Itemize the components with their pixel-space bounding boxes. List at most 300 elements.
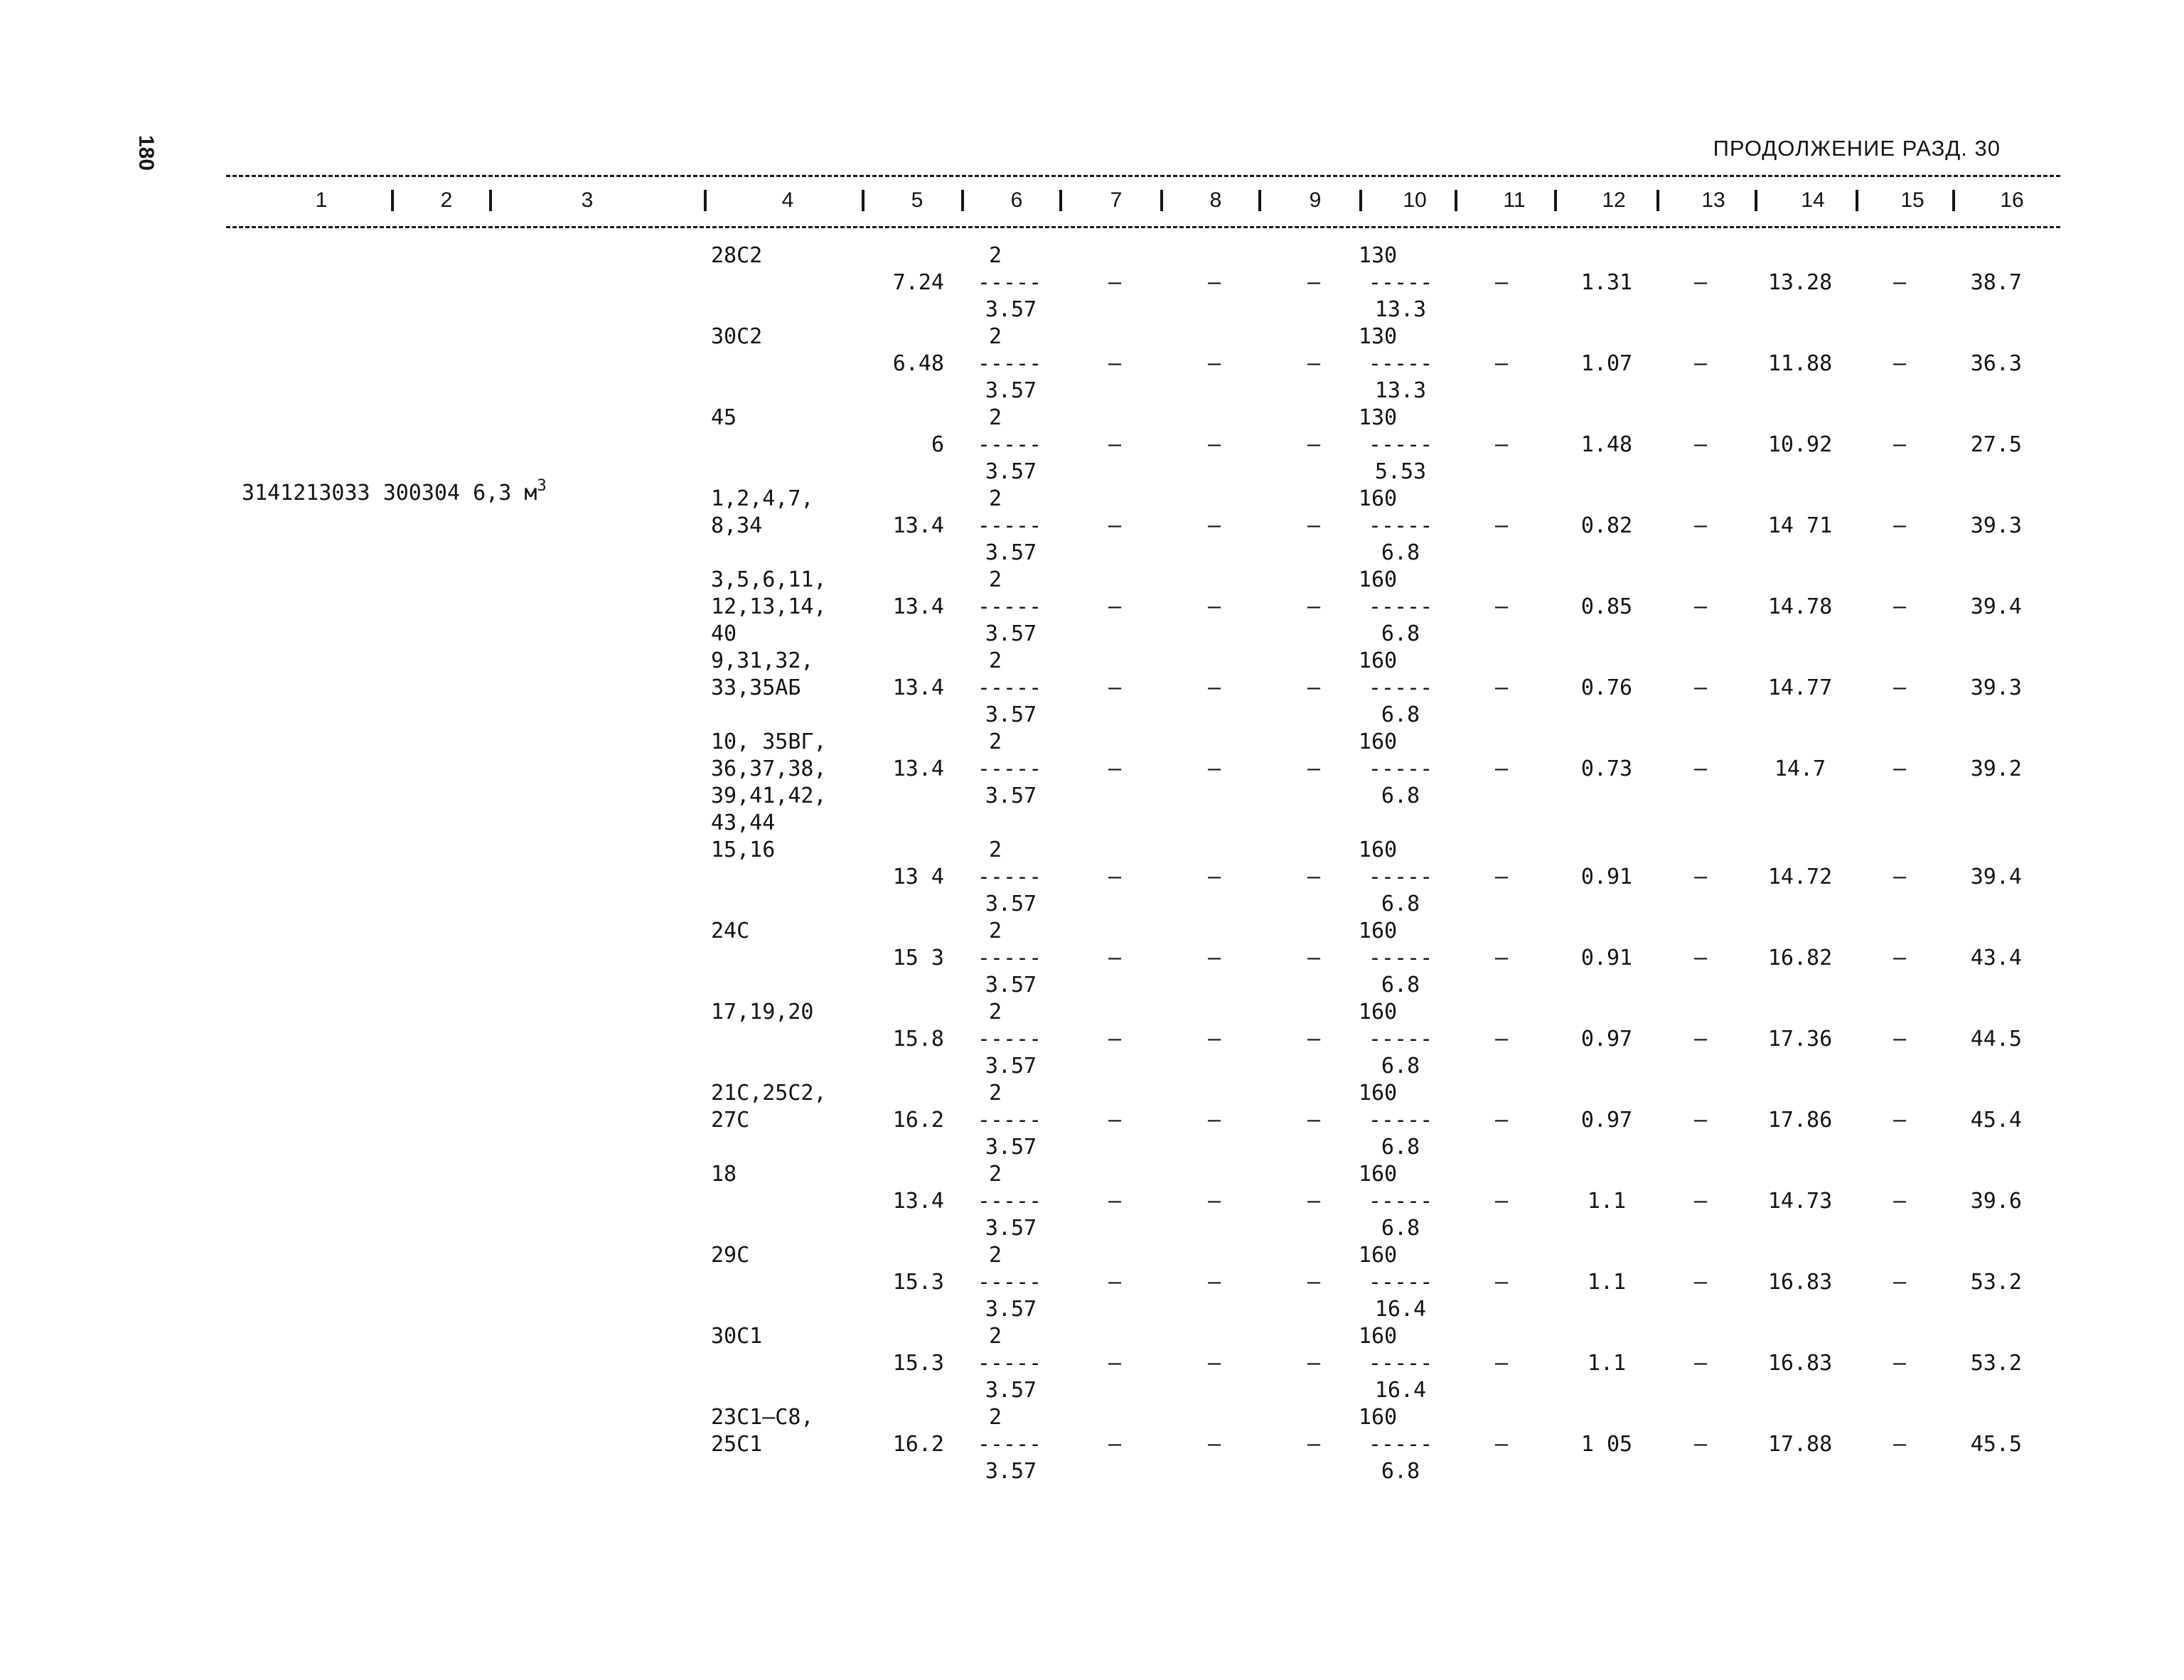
fraction-bar: ----- (977, 1027, 1042, 1052)
row-designation-line: 27С (711, 1108, 750, 1133)
cell-col5: 15 3 (892, 946, 944, 970)
cell-col7: – (1108, 351, 1122, 376)
cell-col15: – (1893, 1432, 1907, 1457)
column-header-10: 10 (1403, 188, 1427, 212)
cell-col6-denominator: 3.57 (985, 1135, 1037, 1160)
section-caption: ПРОДОЛЖЕНИЕ РАЗД. 30 (1713, 136, 2001, 161)
cell-col8: – (1207, 1432, 1221, 1457)
cell-col8: – (1207, 513, 1221, 538)
cell-col9: – (1307, 1432, 1321, 1457)
cell-col14: 11.88 (1767, 351, 1833, 376)
fraction-bar: ----- (1368, 270, 1433, 295)
fraction-bar: ----- (977, 1270, 1042, 1295)
cell-col5: 13.4 (892, 756, 944, 781)
cell-col5: 16.2 (892, 1108, 944, 1133)
row-designation-line: 30С1 (711, 1324, 763, 1349)
cell-col13: – (1693, 675, 1708, 700)
cell-col10-numerator: 160 (1358, 567, 1398, 592)
cell-col11: – (1494, 1270, 1509, 1295)
cell-col11: – (1494, 351, 1509, 376)
column-header-5: 5 (911, 188, 924, 212)
row-designation-line: 1,2,4,7, (711, 486, 814, 511)
cell-col16: 39.4 (1970, 865, 2022, 889)
cell-col11: – (1494, 270, 1509, 295)
cell-col9: – (1307, 1027, 1321, 1052)
column-header-14: 14 (1801, 188, 1825, 212)
cell-col5: 16.2 (892, 1432, 944, 1457)
cell-col10-numerator: 160 (1358, 1324, 1398, 1349)
cell-col10-denominator: 6.8 (1381, 783, 1420, 808)
cell-col10-numerator: 160 (1358, 1000, 1398, 1024)
cell-col9: – (1307, 432, 1321, 457)
fraction-bar: ----- (977, 1108, 1042, 1133)
cell-col10-numerator: 160 (1358, 729, 1398, 754)
cell-col6-denominator: 3.57 (985, 540, 1037, 565)
cell-col10-denominator: 13.3 (1374, 297, 1427, 322)
cell-col11: – (1494, 1108, 1509, 1133)
cell-col8: – (1207, 1108, 1221, 1133)
cell-col10-numerator: 160 (1358, 1405, 1398, 1430)
row-designation-line: 24С (711, 919, 750, 943)
row-designation-line: 30С2 (711, 324, 763, 349)
cell-col6-numerator: 2 (988, 243, 1002, 268)
cell-col5: 13.4 (892, 594, 944, 619)
row-designation-line: 45 (711, 405, 737, 430)
cell-col12: 0.85 (1580, 594, 1633, 619)
cell-col12: 1.1 (1587, 1351, 1627, 1376)
cell-col7: – (1108, 756, 1122, 781)
cell-col5: 13.4 (892, 513, 944, 538)
fraction-bar: ----- (977, 432, 1042, 457)
column-separator (862, 190, 864, 211)
cell-col13: – (1693, 1432, 1708, 1457)
fraction-bar: ----- (977, 946, 1042, 970)
fraction-bar: ----- (977, 270, 1042, 295)
cell-col7: – (1108, 865, 1122, 889)
fraction-bar: ----- (1368, 1351, 1433, 1376)
fraction-bar: ----- (1368, 432, 1433, 457)
cell-col14: 17.36 (1767, 1027, 1833, 1052)
cell-col14: 14.73 (1767, 1189, 1833, 1214)
fraction-bar: ----- (977, 1351, 1042, 1376)
cell-col11: – (1494, 432, 1509, 457)
cell-col12: 0.91 (1580, 946, 1633, 970)
cell-col6-denominator: 3.57 (985, 378, 1037, 403)
cell-col15: – (1893, 270, 1907, 295)
cell-col7: – (1108, 270, 1122, 295)
cell-col10-denominator: 6.8 (1381, 540, 1420, 565)
cell-col15: – (1893, 675, 1907, 700)
cell-col10-numerator: 160 (1358, 919, 1398, 943)
fraction-bar: ----- (977, 865, 1042, 889)
cell-col11: – (1494, 865, 1509, 889)
cell-col14: 17.88 (1767, 1432, 1833, 1457)
cell-col5: 13 4 (892, 865, 944, 889)
cell-col6-denominator: 3.57 (985, 1459, 1037, 1484)
cell-col15: – (1893, 1270, 1907, 1295)
cell-col6-denominator: 3.57 (985, 1297, 1037, 1322)
row-designation-line: 25С1 (711, 1432, 763, 1457)
cell-col9: – (1307, 756, 1321, 781)
cell-col8: – (1207, 946, 1221, 970)
page-number: 180 (134, 135, 158, 171)
cell-col10-numerator: 160 (1358, 648, 1398, 673)
cell-col6-denominator: 3.57 (985, 621, 1037, 646)
cell-col7: – (1108, 1351, 1122, 1376)
fraction-bar: ----- (977, 1189, 1042, 1214)
cell-col6-denominator: 3.57 (985, 1054, 1037, 1079)
cell-col11: – (1494, 756, 1509, 781)
cell-col12: 1.1 (1587, 1270, 1627, 1295)
cell-col13: – (1693, 865, 1708, 889)
row-designation-line: 18 (711, 1162, 737, 1187)
cell-col5: 15.3 (892, 1351, 944, 1376)
cell-col9: – (1307, 270, 1321, 295)
cell-col5: 7.24 (892, 270, 944, 295)
cell-col16: 39.2 (1970, 756, 2022, 781)
cell-col8: – (1207, 594, 1221, 619)
cell-col12: 0.82 (1580, 513, 1633, 538)
cell-col6-numerator: 2 (988, 1162, 1002, 1187)
cell-col7: – (1108, 594, 1122, 619)
cell-col7: – (1108, 946, 1122, 970)
cell-col6-numerator: 2 (988, 1243, 1002, 1268)
cell-col6-numerator: 2 (988, 838, 1002, 862)
cell-col7: – (1108, 1270, 1122, 1295)
cell-col8: – (1207, 675, 1221, 700)
cell-col15: – (1893, 1351, 1907, 1376)
cell-col11: – (1494, 1432, 1509, 1457)
cell-col16: 39.6 (1970, 1189, 2022, 1214)
fraction-bar: ----- (1368, 1027, 1433, 1052)
column-header-11: 11 (1503, 188, 1526, 212)
cell-col7: – (1108, 1027, 1122, 1052)
cell-col15: – (1893, 351, 1907, 376)
cell-col9: – (1307, 946, 1321, 970)
cell-col6-numerator: 2 (988, 919, 1002, 943)
cell-col11: – (1494, 946, 1509, 970)
cell-col9: – (1307, 1351, 1321, 1376)
cell-col6-denominator: 3.57 (985, 1216, 1037, 1241)
cell-col10-numerator: 130 (1358, 243, 1398, 268)
cell-col5: 13.4 (892, 675, 944, 700)
row-designation-line: 33,35АБ (711, 675, 801, 700)
cell-col14: 14.77 (1767, 675, 1833, 700)
cell-col16: 39.4 (1970, 594, 2022, 619)
cell-col6-denominator: 3.57 (985, 973, 1037, 997)
column-header-1: 1 (315, 188, 328, 212)
cell-col16: 43.4 (1970, 946, 2022, 970)
row-designation-line: 29С (711, 1243, 750, 1268)
cell-col10-denominator: 6.8 (1381, 1054, 1420, 1079)
fraction-bar: ----- (1368, 756, 1433, 781)
cell-col9: – (1307, 594, 1321, 619)
cell-col14: 14.7 (1774, 756, 1826, 781)
cell-col16: 39.3 (1970, 513, 2022, 538)
cell-col13: – (1693, 946, 1708, 970)
cell-col10-denominator: 6.8 (1381, 1135, 1420, 1160)
fraction-bar: ----- (977, 756, 1042, 781)
cell-col16: 36.3 (1970, 351, 2022, 376)
cell-col9: – (1307, 675, 1321, 700)
cell-col14: 14.78 (1767, 594, 1833, 619)
cell-col10-numerator: 160 (1358, 1162, 1398, 1187)
fraction-bar: ----- (977, 351, 1042, 376)
fraction-bar: ----- (977, 513, 1042, 538)
column-separator (489, 190, 492, 211)
cell-col6-denominator: 3.57 (985, 1378, 1037, 1403)
cell-col12: 1 05 (1580, 1432, 1633, 1457)
column-separator (1755, 190, 1757, 211)
cell-col8: – (1207, 1270, 1221, 1295)
cell-col10-denominator: 6.8 (1381, 1216, 1420, 1241)
cell-col10-denominator: 16.4 (1374, 1297, 1427, 1322)
cell-col13: – (1693, 513, 1708, 538)
cell-col13: – (1693, 432, 1708, 457)
cell-col6-denominator: 3.57 (985, 459, 1037, 484)
cell-col9: – (1307, 351, 1321, 376)
row-designation-line: 17,19,20 (711, 1000, 814, 1024)
group-id-2: 300304 (382, 481, 461, 505)
cell-col15: – (1893, 1108, 1907, 1133)
column-separator (1455, 190, 1457, 211)
cell-col10-denominator: 6.8 (1381, 702, 1420, 727)
column-separator (961, 190, 964, 211)
cell-col15: – (1893, 513, 1907, 538)
cell-col6-denominator: 3.57 (985, 783, 1037, 808)
cell-col6-numerator: 2 (988, 405, 1002, 430)
cell-col12: 0.91 (1580, 865, 1633, 889)
cell-col13: – (1693, 594, 1708, 619)
cell-col10-numerator: 130 (1358, 405, 1398, 430)
column-header-16: 16 (2000, 188, 2024, 212)
cell-col15: – (1893, 1189, 1907, 1214)
fraction-bar: ----- (977, 594, 1042, 619)
cell-col16: 45.4 (1970, 1108, 2022, 1133)
group-label (242, 477, 547, 506)
cell-col11: – (1494, 1351, 1509, 1376)
cell-col5: 15.8 (892, 1027, 944, 1052)
cell-col5: 6 (931, 432, 944, 457)
cell-col14: 16.83 (1767, 1351, 1833, 1376)
cell-col6-denominator: 3.57 (985, 702, 1037, 727)
cell-col7: – (1108, 675, 1122, 700)
row-designation-line: 10, 35ВГ, (711, 729, 827, 754)
column-separator (704, 190, 707, 211)
column-header-6: 6 (1010, 188, 1023, 212)
cell-col15: – (1893, 432, 1907, 457)
cell-col7: – (1108, 513, 1122, 538)
cell-col10-numerator: 160 (1358, 486, 1398, 511)
column-separator (1856, 190, 1858, 211)
fraction-bar: ----- (977, 675, 1042, 700)
cell-col6-denominator: 3.57 (985, 892, 1037, 916)
cell-col10-denominator: 6.8 (1381, 1459, 1420, 1484)
fraction-bar: ----- (1368, 865, 1433, 889)
cell-col16: 53.2 (1970, 1270, 2022, 1295)
cell-col8: – (1207, 1189, 1221, 1214)
cell-col11: – (1494, 1189, 1509, 1214)
column-header-7: 7 (1110, 188, 1123, 212)
cell-col10-denominator: 5.53 (1374, 459, 1427, 484)
row-designation-line: 40 (711, 621, 737, 646)
cell-col14: 10.92 (1767, 432, 1833, 457)
cell-col12: 0.76 (1580, 675, 1633, 700)
cell-col7: – (1108, 432, 1122, 457)
column-separator (1059, 190, 1062, 211)
cell-col9: – (1307, 513, 1321, 538)
cell-col8: – (1207, 270, 1221, 295)
fraction-bar: ----- (1368, 594, 1433, 619)
cell-col8: – (1207, 1351, 1221, 1376)
cell-col12: 1.48 (1580, 432, 1633, 457)
cell-col10-numerator: 130 (1358, 324, 1398, 349)
fraction-bar: ----- (1368, 675, 1433, 700)
column-header-9: 9 (1309, 188, 1322, 212)
group-volume-exponent: 3 (537, 477, 547, 495)
cell-col9: – (1307, 1270, 1321, 1295)
cell-col14: 14.72 (1767, 865, 1833, 889)
column-separator (1656, 190, 1659, 211)
cell-col11: – (1494, 1027, 1509, 1052)
row-designation-line: 36,37,38, (711, 756, 827, 781)
cell-col11: – (1494, 513, 1509, 538)
cell-col16: 44.5 (1970, 1027, 2022, 1052)
cell-col13: – (1693, 351, 1708, 376)
cell-col8: – (1207, 756, 1221, 781)
column-separator (1160, 190, 1163, 211)
cell-col11: – (1494, 594, 1509, 619)
cell-col14: 16.82 (1767, 946, 1833, 970)
cell-col13: – (1693, 1108, 1708, 1133)
cell-col9: – (1307, 865, 1321, 889)
cell-col14: 14 71 (1767, 513, 1833, 538)
fraction-bar: ----- (1368, 946, 1433, 970)
cell-col13: – (1693, 1189, 1708, 1214)
cell-col15: – (1893, 1027, 1907, 1052)
cell-col13: – (1693, 756, 1708, 781)
cell-col10-denominator: 13.3 (1374, 378, 1427, 403)
cell-col13: – (1693, 270, 1708, 295)
cell-col9: – (1307, 1108, 1321, 1133)
cell-col12: 0.97 (1580, 1027, 1633, 1052)
cell-col11: – (1494, 675, 1509, 700)
row-designation-line: 23С1–С8, (711, 1405, 814, 1430)
fraction-bar: ----- (1368, 1432, 1433, 1457)
column-header-4: 4 (781, 188, 794, 212)
group-volume: 6,3 м (473, 481, 537, 505)
cell-col13: – (1693, 1027, 1708, 1052)
cell-col8: – (1207, 1027, 1221, 1052)
cell-col16: 38.7 (1970, 270, 2022, 295)
fraction-bar: ----- (1368, 1189, 1433, 1214)
cell-col14: 13.28 (1767, 270, 1833, 295)
column-separator (391, 190, 394, 211)
column-header-13: 13 (1701, 188, 1725, 212)
cell-col8: – (1207, 865, 1221, 889)
cell-col6-numerator: 2 (988, 1324, 1002, 1349)
cell-col6-numerator: 2 (988, 1405, 1002, 1430)
column-header-12: 12 (1602, 188, 1626, 212)
row-designation-line: 28С2 (711, 243, 763, 268)
row-designation-line: 3,5,6,11, (711, 567, 827, 592)
row-designation-line: 9,31,32, (711, 648, 814, 673)
cell-col8: – (1207, 432, 1221, 457)
cell-col10-numerator: 160 (1358, 1081, 1398, 1106)
cell-col5: 6.48 (892, 351, 944, 376)
column-separator (1258, 190, 1261, 211)
cell-col6-numerator: 2 (988, 1081, 1002, 1106)
cell-col12: 1.07 (1580, 351, 1633, 376)
cell-col10-denominator: 16.4 (1374, 1378, 1427, 1403)
cell-col15: – (1893, 946, 1907, 970)
column-separator (1359, 190, 1362, 211)
cell-col16: 53.2 (1970, 1351, 2022, 1376)
cell-col9: – (1307, 1189, 1321, 1214)
cell-col10-denominator: 6.8 (1381, 973, 1420, 997)
cell-col13: – (1693, 1270, 1708, 1295)
cell-col10-denominator: 6.8 (1381, 621, 1420, 646)
cell-col12: 1.31 (1580, 270, 1633, 295)
cell-col16: 45.5 (1970, 1432, 2022, 1457)
cell-col7: – (1108, 1189, 1122, 1214)
cell-col6-numerator: 2 (988, 729, 1002, 754)
cell-col15: – (1893, 865, 1907, 889)
cell-col6-numerator: 2 (988, 1000, 1002, 1024)
cell-col6-numerator: 2 (988, 324, 1002, 349)
column-header-15: 15 (1900, 188, 1925, 212)
cell-col5: 13.4 (892, 1189, 944, 1214)
column-separator (1554, 190, 1557, 211)
cell-col6-numerator: 2 (988, 486, 1002, 511)
fraction-bar: ----- (1368, 351, 1433, 376)
cell-col15: – (1893, 756, 1907, 781)
cell-col7: – (1108, 1432, 1122, 1457)
cell-col6-numerator: 2 (988, 648, 1002, 673)
row-designation-line: 12,13,14, (711, 594, 827, 619)
cell-col14: 16.83 (1767, 1270, 1833, 1295)
group-id-1: 3141213033 (242, 481, 370, 505)
fraction-bar: ----- (977, 1432, 1042, 1457)
row-designation-line: 8,34 (711, 513, 763, 538)
cell-col12: 0.97 (1580, 1108, 1633, 1133)
cell-col10-numerator: 160 (1358, 1243, 1398, 1268)
column-header-2: 2 (440, 188, 453, 212)
cell-col7: – (1108, 1108, 1122, 1133)
cell-col13: – (1693, 1351, 1708, 1376)
cell-col15: – (1893, 594, 1907, 619)
cell-col16: 39.3 (1970, 675, 2022, 700)
column-header-8: 8 (1209, 188, 1222, 212)
fraction-bar: ----- (1368, 513, 1433, 538)
cell-col8: – (1207, 351, 1221, 376)
cell-col6-denominator: 3.57 (985, 297, 1037, 322)
row-designation-line: 39,41,42, (711, 783, 827, 808)
row-designation-line: 15,16 (711, 838, 776, 862)
row-designation-line: 21С,25С2, (711, 1081, 827, 1106)
cell-col14: 17.86 (1767, 1108, 1833, 1133)
cell-col12: 0.73 (1580, 756, 1633, 781)
fraction-bar: ----- (1368, 1108, 1433, 1133)
column-separator (1952, 190, 1955, 211)
fraction-bar: ----- (1368, 1270, 1433, 1295)
cell-col12: 1.1 (1587, 1189, 1627, 1214)
header-bottom-rule (226, 226, 2060, 228)
cell-col10-denominator: 6.8 (1381, 892, 1420, 916)
column-header-3: 3 (581, 188, 594, 212)
row-designation-line: 43,44 (711, 810, 776, 835)
header-top-rule (226, 175, 2060, 177)
